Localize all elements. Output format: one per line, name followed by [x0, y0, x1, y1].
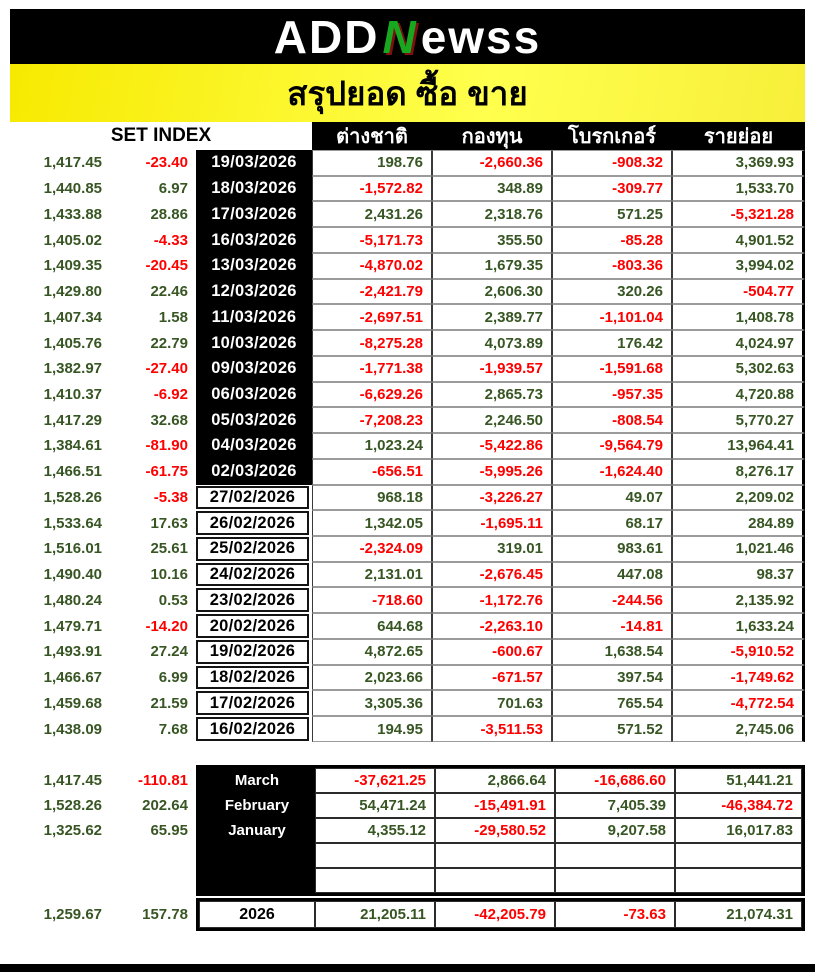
year-total-box: [196, 898, 805, 931]
set-index-change: 27.24: [150, 643, 188, 661]
date-cell: 17/02/2026: [196, 691, 309, 715]
monthly-summary-box: [196, 765, 805, 896]
foreign-value: -7,208.23: [312, 407, 432, 433]
retail-value: 2,745.06: [672, 716, 805, 742]
month-label: January: [199, 818, 315, 843]
fund-value: 2,246.50: [432, 407, 552, 433]
month-foreign-value: 54,471.24: [315, 793, 435, 818]
date-cell: 19/02/2026: [196, 640, 309, 664]
date-cell: 27/02/2026: [196, 486, 309, 510]
date-cell: 09/03/2026: [196, 356, 312, 382]
retail-value: 3,994.02: [672, 253, 805, 279]
fund-value: -5,995.26: [432, 459, 552, 485]
date-cell: 13/03/2026: [196, 253, 312, 279]
fund-value: -1,939.57: [432, 356, 552, 382]
set-index-value: 1,417.29: [43, 411, 102, 429]
column-header-fund: กองทุน: [461, 126, 523, 148]
month-set-index-value: [10, 843, 110, 868]
addnewss-logo: [273, 10, 542, 63]
foreign-value: -2,324.09: [312, 536, 432, 562]
column-header-retail: รายย่อย: [703, 126, 774, 148]
month-retail-value: -46,384.72: [675, 793, 802, 818]
fund-value: 2,318.76: [432, 201, 552, 227]
broker-value: -957.35: [552, 382, 672, 408]
set-index-change: 7.68: [158, 720, 188, 738]
fund-value: 701.63: [432, 690, 552, 716]
fund-value: -3,511.53: [432, 716, 552, 742]
month-fund-value: 2,866.64: [435, 768, 555, 793]
retail-value: 4,720.88: [672, 382, 805, 408]
broker-value: 1,638.54: [552, 639, 672, 665]
retail-value: 284.89: [672, 510, 805, 536]
foreign-value: 2,131.01: [312, 562, 432, 588]
daily-table: [10, 150, 805, 742]
month-broker-value: [555, 868, 675, 893]
set-index-value: 1,382.97: [43, 360, 102, 378]
broker-value: -1,624.40: [552, 459, 672, 485]
fund-value: -2,660.36: [432, 150, 552, 176]
retail-value: 1,021.46: [672, 536, 805, 562]
set-index-value: 1,533.64: [43, 514, 102, 532]
broker-value: -808.54: [552, 407, 672, 433]
broker-value: 983.61: [552, 536, 672, 562]
month-fund-value: -15,491.91: [435, 793, 555, 818]
fund-value: -671.57: [432, 665, 552, 691]
set-index-value: 1,466.51: [43, 463, 102, 481]
set-index-change: -6.92: [153, 385, 188, 403]
retail-value: 2,135.92: [672, 587, 805, 613]
month-retail-value: 51,441.21: [675, 768, 802, 793]
foreign-value: -8,275.28: [312, 330, 432, 356]
broker-value: -309.77: [552, 176, 672, 202]
retail-value: -5,910.52: [672, 639, 805, 665]
logo-text-add: ADD: [273, 10, 380, 63]
fund-value: -2,263.10: [432, 613, 552, 639]
title-banner: [10, 64, 805, 122]
fund-value: 2,865.73: [432, 382, 552, 408]
month-foreign-value: 4,355.12: [315, 818, 435, 843]
column-header-foreign: ต่างชาติ: [336, 126, 408, 148]
set-index-value: 1,429.80: [43, 283, 102, 301]
date-cell: 04/03/2026: [196, 433, 312, 459]
foreign-value: -1,771.38: [312, 356, 432, 382]
logo-bar: [10, 9, 805, 64]
retail-value: 13,964.41: [672, 433, 805, 459]
retail-value: 5,770.27: [672, 407, 805, 433]
fund-value: 2,389.77: [432, 304, 552, 330]
date-cell: 10/03/2026: [196, 330, 312, 356]
broker-value: 68.17: [552, 510, 672, 536]
table-header-row: [10, 122, 805, 150]
month-foreign-value: [315, 868, 435, 893]
fund-value: -3,226.27: [432, 485, 552, 511]
date-cell: 05/03/2026: [196, 407, 312, 433]
foreign-value: 2,023.66: [312, 665, 432, 691]
set-index-value: 1,410.37: [43, 385, 102, 403]
broker-value: -803.36: [552, 253, 672, 279]
month-broker-value: 9,207.58: [555, 818, 675, 843]
set-index-change: 25.61: [150, 540, 188, 558]
set-index-value: 1,407.34: [43, 308, 102, 326]
set-index-change: -14.20: [145, 617, 188, 635]
set-index-value: 1,405.76: [43, 334, 102, 352]
month-set-index-change: 65.95: [150, 822, 188, 839]
date-cell: 18/02/2026: [196, 666, 309, 690]
foreign-value: 4,872.65: [312, 639, 432, 665]
set-index-value: 1,417.45: [43, 154, 102, 172]
set-index-value: 1,433.88: [43, 205, 102, 223]
year-total-row: [10, 898, 805, 931]
set-index-change: 22.79: [150, 334, 188, 352]
month-set-index-change: -110.81: [137, 772, 188, 789]
set-index-change: -81.90: [145, 437, 188, 455]
retail-value: 3,369.93: [672, 150, 805, 176]
broker-value: -1,591.68: [552, 356, 672, 382]
date-cell: 20/02/2026: [196, 614, 309, 638]
logo-text-ewss: ewss: [420, 10, 542, 63]
set-index-change: 0.53: [158, 591, 188, 609]
set-index-change: 10.16: [150, 566, 188, 584]
foreign-value: -6,629.26: [312, 382, 432, 408]
set-index-change: 6.99: [158, 669, 188, 687]
broker-value: 176.42: [552, 330, 672, 356]
set-index-change: -20.45: [145, 257, 188, 275]
retail-value: 1,533.70: [672, 176, 805, 202]
year-total-set-index: [10, 898, 196, 931]
month-label: February: [199, 793, 315, 818]
column-headers: [312, 122, 805, 150]
set-index-value: 1,466.67: [43, 669, 102, 687]
retail-value: -1,749.62: [672, 665, 805, 691]
set-index-value: 1,479.71: [43, 617, 102, 635]
fund-value: 348.89: [432, 176, 552, 202]
set-index-value: 1,490.40: [43, 566, 102, 584]
fund-value: -600.67: [432, 639, 552, 665]
month-foreign-value: -37,621.25: [315, 768, 435, 793]
retail-value: 1,408.78: [672, 304, 805, 330]
retail-value: 2,209.02: [672, 485, 805, 511]
foreign-value: -718.60: [312, 587, 432, 613]
year-broker-value: -73.63: [555, 901, 675, 928]
set-index-change: 6.97: [158, 180, 188, 198]
monthly-summary-set-index: [10, 765, 196, 896]
foreign-value: -2,421.79: [312, 279, 432, 305]
broker-value: -85.28: [552, 227, 672, 253]
date-cell: 23/02/2026: [196, 588, 309, 612]
foreign-value: -4,870.02: [312, 253, 432, 279]
set-index-change: 32.68: [150, 411, 188, 429]
fund-value: 4,073.89: [432, 330, 552, 356]
foreign-value: 644.68: [312, 613, 432, 639]
month-set-index-change: [110, 868, 196, 893]
retail-value: 98.37: [672, 562, 805, 588]
fund-value: 319.01: [432, 536, 552, 562]
date-cell: 26/02/2026: [196, 511, 309, 535]
set-index-change: 22.46: [150, 283, 188, 301]
date-cell: 02/03/2026: [196, 459, 312, 485]
set-index-change: -5.38: [153, 488, 188, 506]
set-index-change: -27.40: [145, 360, 188, 378]
set-index-change: 17.63: [150, 514, 188, 532]
retail-value: 4,024.97: [672, 330, 805, 356]
set-index-change: 28.86: [150, 205, 188, 223]
foreign-value: 3,305.36: [312, 690, 432, 716]
broker-value: 571.52: [552, 716, 672, 742]
date-cell: 06/03/2026: [196, 382, 312, 408]
year-retail-value: 21,074.31: [675, 901, 802, 928]
broker-value: -14.81: [552, 613, 672, 639]
date-cell: 24/02/2026: [196, 563, 309, 587]
fund-value: 355.50: [432, 227, 552, 253]
broker-value: -244.56: [552, 587, 672, 613]
year-fund-value: -42,205.79: [435, 901, 555, 928]
foreign-value: 1,342.05: [312, 510, 432, 536]
fund-value: -1,172.76: [432, 587, 552, 613]
retail-value: 5,302.63: [672, 356, 805, 382]
set-index-change: 1.58: [158, 308, 188, 326]
month-label: [199, 868, 315, 893]
fund-value: 2,606.30: [432, 279, 552, 305]
date-cell: 16/03/2026: [196, 227, 312, 253]
column-header-broker: โบรกเกอร์: [568, 126, 656, 148]
month-broker-value: 7,405.39: [555, 793, 675, 818]
month-broker-value: [555, 843, 675, 868]
broker-value: 571.25: [552, 201, 672, 227]
retail-value: -4,772.54: [672, 690, 805, 716]
broker-value: 397.54: [552, 665, 672, 691]
set-index-value: 1,409.35: [43, 257, 102, 275]
month-retail-value: [675, 868, 802, 893]
set-index-value: 1,528.26: [43, 488, 102, 506]
month-set-index-value: [10, 868, 110, 893]
retail-value: 8,276.17: [672, 459, 805, 485]
date-cell: 16/02/2026: [196, 717, 309, 741]
set-index-value: 1,438.09: [43, 720, 102, 738]
monthly-summary: [10, 765, 805, 896]
banner-title: สรุปยอด ซื้อ ขาย: [287, 74, 528, 112]
foreign-value: -656.51: [312, 459, 432, 485]
date-cell: 12/03/2026: [196, 279, 312, 305]
date-cell: 18/03/2026: [196, 176, 312, 202]
month-fund-value: [435, 868, 555, 893]
date-cell: 11/03/2026: [196, 304, 312, 330]
month-label: March: [199, 768, 315, 793]
date-cell: 25/02/2026: [196, 537, 309, 561]
set-index-change: -23.40: [145, 154, 188, 172]
foreign-value: -1,572.82: [312, 176, 432, 202]
date-cell: 19/03/2026: [196, 150, 312, 176]
set-index-change: -4.33: [153, 231, 188, 249]
year-foreign-value: 21,205.11: [315, 901, 435, 928]
set-index-value: 1,493.91: [43, 643, 102, 661]
foreign-value: 2,431.26: [312, 201, 432, 227]
foreign-value: 1,023.24: [312, 433, 432, 459]
foreign-value: 198.76: [312, 150, 432, 176]
month-foreign-value: [315, 843, 435, 868]
year-set-index-value: 1,259.67: [43, 906, 102, 923]
bottom-bar: [0, 964, 815, 972]
month-set-index-value: 1,325.62: [43, 822, 102, 839]
broker-value: -1,101.04: [552, 304, 672, 330]
broker-value: 447.08: [552, 562, 672, 588]
month-retail-value: [675, 843, 802, 868]
fund-value: 1,679.35: [432, 253, 552, 279]
broker-value: 765.54: [552, 690, 672, 716]
month-fund-value: [435, 843, 555, 868]
broker-value: 320.26: [552, 279, 672, 305]
month-broker-value: -16,686.60: [555, 768, 675, 793]
month-retail-value: 16,017.83: [675, 818, 802, 843]
month-set-index-change: [110, 843, 196, 868]
month-label: [199, 843, 315, 868]
fund-value: -2,676.45: [432, 562, 552, 588]
set-index-value: 1,459.68: [43, 694, 102, 712]
set-index-change: 21.59: [150, 694, 188, 712]
broker-value: -9,564.79: [552, 433, 672, 459]
foreign-value: 194.95: [312, 716, 432, 742]
fund-value: -1,695.11: [432, 510, 552, 536]
retail-value: 4,901.52: [672, 227, 805, 253]
retail-value: -5,321.28: [672, 201, 805, 227]
year-set-index-change: 157.78: [142, 906, 188, 923]
foreign-value: -2,697.51: [312, 304, 432, 330]
date-cell: 17/03/2026: [196, 201, 312, 227]
retail-value: -504.77: [672, 279, 805, 305]
month-set-index-value: 1,528.26: [43, 797, 102, 814]
year-label: 2026: [199, 901, 315, 928]
set-index-value: 1,516.01: [43, 540, 102, 558]
broker-value: -908.32: [552, 150, 672, 176]
month-fund-value: -29,580.52: [435, 818, 555, 843]
foreign-value: 968.18: [312, 485, 432, 511]
month-set-index-change: 202.64: [142, 797, 188, 814]
set-index-value: 1,405.02: [43, 231, 102, 249]
set-index-header: SET INDEX: [10, 122, 312, 150]
month-set-index-value: 1,417.45: [43, 772, 102, 789]
logo-letter-n: N: [382, 10, 418, 63]
set-index-change: -61.75: [145, 463, 188, 481]
set-index-value: 1,440.85: [43, 180, 102, 198]
set-index-value: 1,384.61: [43, 437, 102, 455]
set-index-value: 1,480.24: [43, 591, 102, 609]
fund-value: -5,422.86: [432, 433, 552, 459]
retail-value: 1,633.24: [672, 613, 805, 639]
foreign-value: -5,171.73: [312, 227, 432, 253]
broker-value: 49.07: [552, 485, 672, 511]
